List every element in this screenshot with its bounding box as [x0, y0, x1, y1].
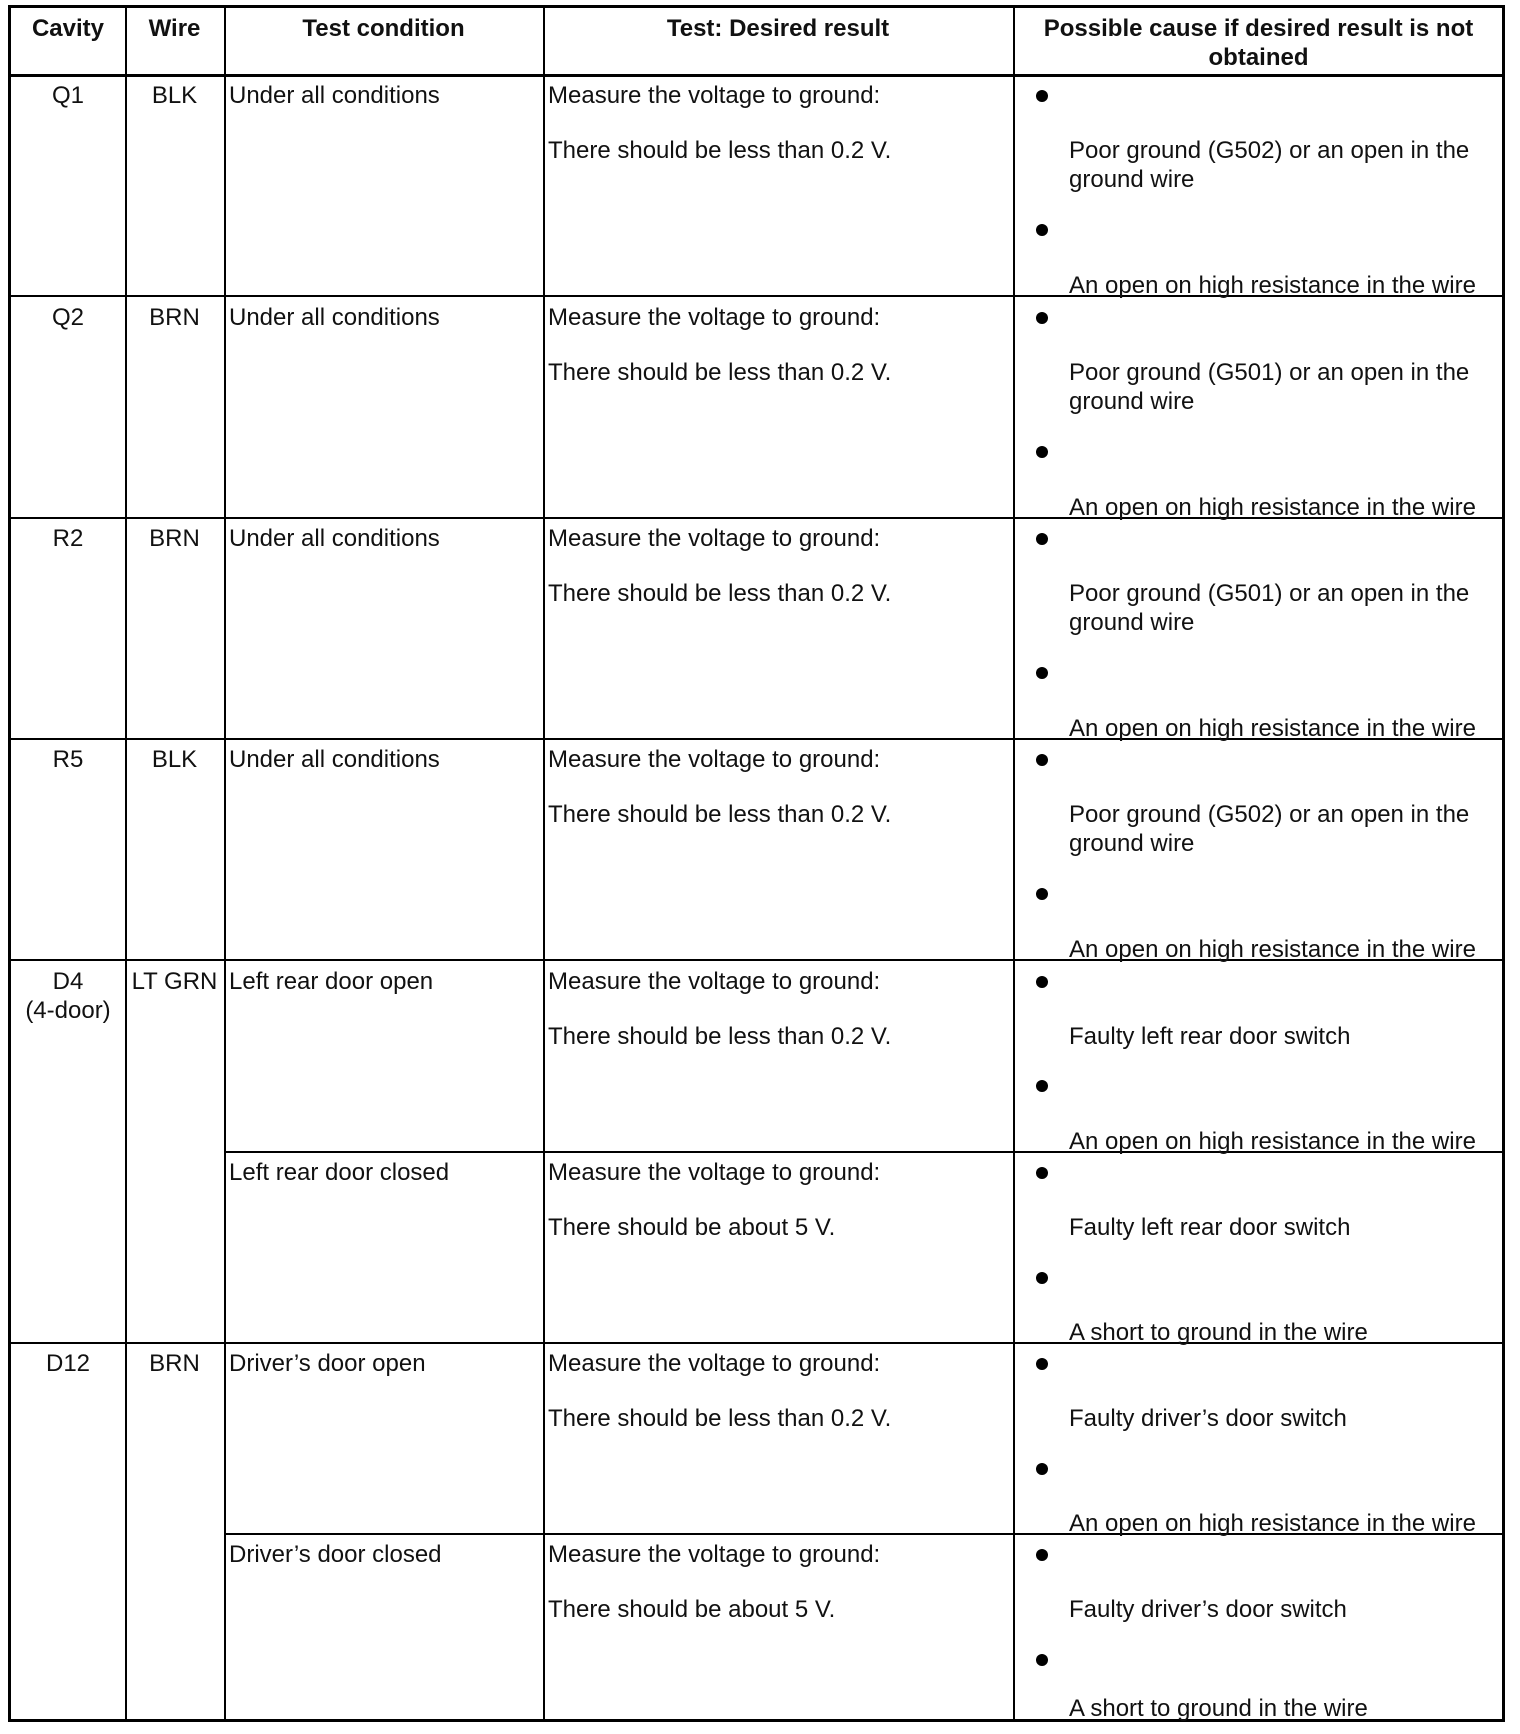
condition-cell: Driver’s door open — [229, 1350, 426, 1377]
cause-text: Poor ground (G501) or an open in the ground wire — [1069, 580, 1470, 636]
bullet-icon — [1036, 1549, 1048, 1561]
cause-text: An open on high resistance in the wire — [1069, 1128, 1476, 1155]
wire-cell: BLK — [151, 746, 198, 773]
cause-text: Faulty driver’s door switch — [1069, 1596, 1347, 1623]
result-line: Measure the voltage to ground: — [548, 82, 881, 109]
bullet-icon — [1036, 667, 1048, 679]
result-line: Measure the voltage to ground: — [548, 525, 881, 552]
cavity-note: (4-door) — [25, 997, 111, 1024]
cause-text: Faulty left rear door switch — [1069, 1214, 1351, 1241]
result-line: Measure the voltage to ground: — [548, 1541, 881, 1568]
wire-cell: BRN — [149, 525, 200, 552]
cause-text: An open on high resistance in the wire — [1069, 1510, 1476, 1537]
condition-cell: Left rear door open — [229, 968, 434, 995]
result-line: There should be about 5 V. — [548, 1214, 836, 1241]
wire-cell: BRN — [149, 1350, 200, 1377]
wire-cell: BLK — [151, 82, 198, 109]
bullet-icon — [1036, 533, 1048, 545]
result-line: Measure the voltage to ground: — [548, 304, 881, 331]
condition-cell: Under all conditions — [229, 304, 440, 331]
bullet-icon — [1036, 1167, 1048, 1179]
bullet-icon — [1036, 224, 1048, 236]
cause-text: Faulty left rear door switch — [1069, 1023, 1351, 1050]
cavity-cell: R2 — [52, 525, 84, 552]
cause-text: Faulty driver’s door switch — [1069, 1405, 1347, 1432]
col-divider — [1013, 8, 1015, 1719]
bullet-icon — [1036, 312, 1048, 324]
condition-cell: Under all conditions — [229, 82, 440, 109]
result-line: There should be less than 0.2 V. — [548, 1405, 892, 1432]
col-divider — [224, 8, 226, 1719]
wire-cell: LT GRN — [131, 968, 218, 995]
header-wire: Wire — [148, 15, 201, 42]
condition-cell: Left rear door closed — [229, 1159, 450, 1186]
condition-cell: Driver’s door closed — [229, 1541, 442, 1568]
header-divider — [11, 74, 1502, 77]
cause-text: Poor ground (G502) or an open in the ground wire — [1069, 801, 1470, 857]
col-divider — [125, 8, 127, 1719]
result-line: There should be about 5 V. — [548, 1596, 836, 1623]
col-divider — [543, 8, 545, 1719]
result-line: Measure the voltage to ground: — [548, 746, 881, 773]
cause-text: Poor ground (G501) or an open in the ground wire — [1069, 359, 1470, 415]
bullet-icon — [1036, 1358, 1048, 1370]
bullet-icon — [1036, 90, 1048, 102]
wire-cell: BRN — [149, 304, 200, 331]
cause-text: An open on high resistance in the wire — [1069, 494, 1476, 521]
bullet-icon — [1036, 1272, 1048, 1284]
bullet-icon — [1036, 888, 1048, 900]
result-line: Measure the voltage to ground: — [548, 1159, 881, 1186]
condition-cell: Under all conditions — [229, 746, 440, 773]
cavity-cell: Q1 — [51, 82, 84, 109]
cause-text: Poor ground (G502) or an open in the ground wire — [1069, 137, 1470, 193]
cause-text: An open on high resistance in the wire — [1069, 715, 1476, 742]
bullet-icon — [1036, 754, 1048, 766]
cause-text: An open on high resistance in the wire — [1069, 936, 1476, 963]
result-line: There should be less than 0.2 V. — [548, 801, 892, 828]
result-line: There should be less than 0.2 V. — [548, 580, 892, 607]
bullet-icon — [1036, 446, 1048, 458]
cause-text: An open on high resistance in the wire — [1069, 272, 1476, 299]
header-cavity: Cavity — [31, 15, 105, 42]
bullet-icon — [1036, 1463, 1048, 1475]
cavity-cell: D4 — [52, 968, 84, 995]
bullet-icon — [1036, 976, 1048, 988]
cavity-cell: D12 — [45, 1350, 91, 1377]
bullet-icon — [1036, 1080, 1048, 1092]
header-desired-result: Test: Desired result — [666, 15, 890, 42]
result-line: There should be less than 0.2 V. — [548, 1023, 892, 1050]
header-test-condition: Test condition — [302, 15, 465, 42]
result-line: Measure the voltage to ground: — [548, 968, 881, 995]
result-line: There should be less than 0.2 V. — [548, 359, 892, 386]
result-line: Measure the voltage to ground: — [548, 1350, 881, 1377]
condition-cell: Under all conditions — [229, 525, 440, 552]
bullet-icon — [1036, 1654, 1048, 1666]
diagnostic-table — [8, 5, 1505, 1722]
cavity-cell: R5 — [52, 746, 84, 773]
cause-text: A short to ground in the wire — [1069, 1695, 1368, 1722]
result-line: There should be less than 0.2 V. — [548, 137, 892, 164]
header-possible-cause: Possible cause if desired result is not obtained — [1043, 15, 1474, 71]
cavity-cell: Q2 — [51, 304, 84, 331]
cause-text: A short to ground in the wire — [1069, 1319, 1368, 1346]
